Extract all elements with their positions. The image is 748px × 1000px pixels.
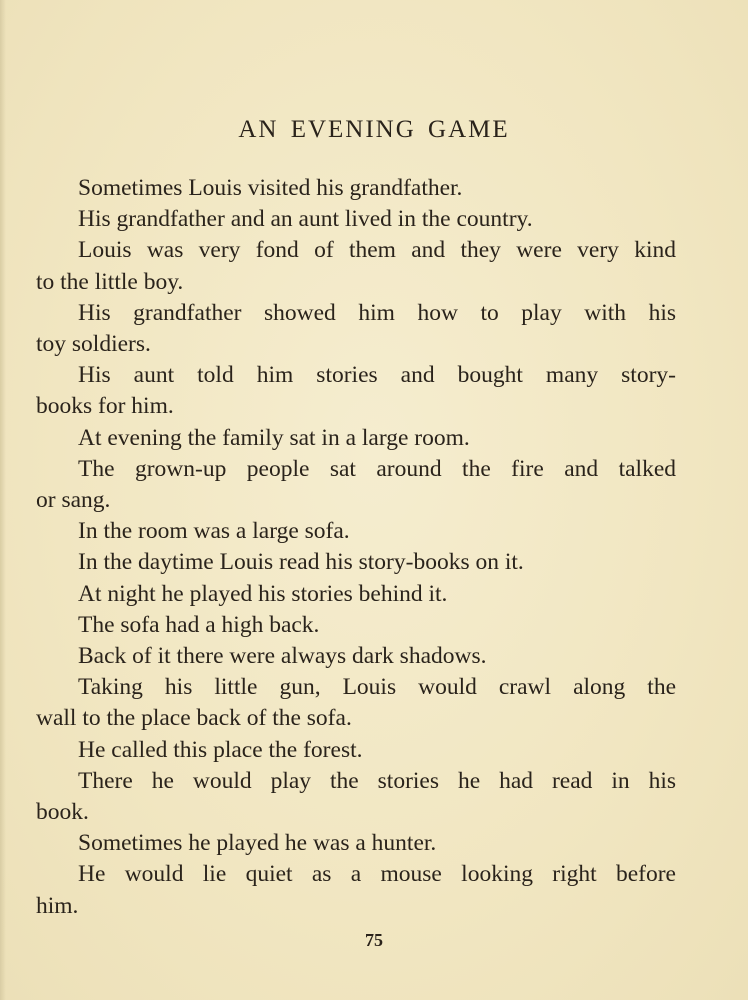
text-line: His aunt told him stories and bought many story- [78, 362, 676, 389]
text-line: to the little boy. [36, 268, 184, 295]
text-line: Sometimes he played he was a hunter. [78, 830, 437, 857]
text-line: books for him. [36, 393, 174, 420]
text-line: toy soldiers. [36, 331, 151, 358]
text-line: wall to the place back of the sofa. [36, 705, 352, 732]
text-line: him. [36, 892, 79, 919]
text-line: Back of it there were always dark shadows. [78, 643, 487, 670]
text-line: Louis was very fond of them and they were very kind [78, 237, 676, 264]
text-line: There he would play the stories he had read in his [78, 767, 676, 794]
text-line: At evening the family sat in a large room. [78, 424, 470, 451]
text-line: The grown-up people sat around the fire and talked [78, 455, 676, 482]
text-line: His grandfather and an aunt lived in the country. [78, 206, 533, 233]
body-text [36, 173, 676, 922]
text-line: In the daytime Louis read his story-books on it. [78, 549, 524, 576]
text-line: The sofa had a high back. [78, 611, 320, 638]
text-line: He would lie quiet as a mouse looking right before [78, 861, 676, 888]
chapter-heading: AN EVENING GAME [238, 116, 510, 143]
page-number: 75 [365, 930, 383, 950]
text-line: Sometimes Louis visited his grandfather. [78, 175, 463, 201]
text-line: He called this place the forest. [78, 736, 363, 763]
text-line: or sang. [36, 487, 111, 514]
text-line: Taking his little gun, Louis would crawl along the [78, 674, 676, 701]
text-line: At night he played his stories behind it. [78, 580, 448, 607]
text-line: book. [36, 799, 89, 826]
page-edge-shadow [0, 0, 6, 1000]
text-line: In the room was a large sofa. [78, 518, 350, 545]
text-line: His grandfather showed him how to play with his [78, 299, 676, 326]
